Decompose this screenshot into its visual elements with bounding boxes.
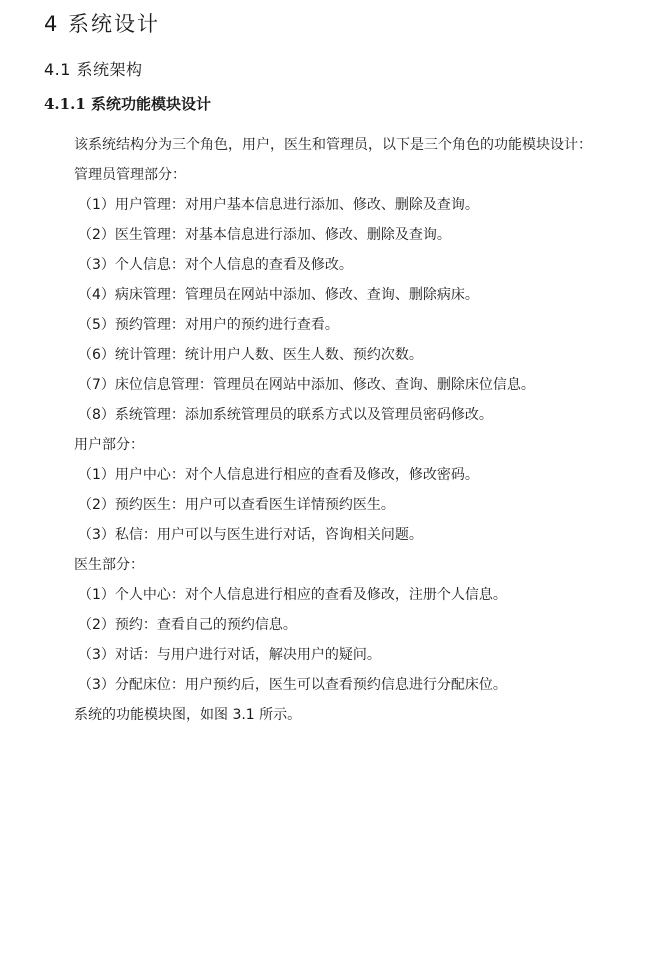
doctor-item: （3）分配床位：用户预约后，医生可以查看预约信息进行分配床位。 — [78, 677, 507, 693]
admin-item: （5）预约管理：对用户的预约进行查看。 — [78, 317, 339, 333]
admin-item: （8）系统管理：添加系统管理员的联系方式以及管理员密码修改。 — [78, 407, 493, 423]
closing-paragraph: 系统的功能模块图，如图 3.1 所示。 — [74, 707, 302, 723]
user-section-title: 用户部分： — [74, 437, 144, 453]
subsection-heading: 4.1.1 系统功能模块设计 — [44, 95, 211, 113]
admin-item: （3）个人信息：对个人信息的查看及修改。 — [78, 257, 353, 273]
user-item: （3）私信：用户可以与医生进行对话，咨询相关问题。 — [78, 527, 423, 543]
admin-item: （1）用户管理：对用户基本信息进行添加、修改、删除及查询。 — [78, 197, 479, 213]
admin-section-title: 管理员管理部分： — [74, 167, 186, 183]
doctor-item: （1）个人中心：对个人信息进行相应的查看及修改，注册个人信息。 — [78, 587, 507, 603]
user-item: （1）用户中心：对个人信息进行相应的查看及修改，修改密码。 — [78, 467, 479, 483]
body-text — [74, 130, 660, 730]
admin-item: （4）病床管理：管理员在网站中添加、修改、查询、删除病床。 — [78, 287, 479, 303]
chapter-heading: 4 系统设计 — [44, 12, 161, 36]
doctor-section-title: 医生部分： — [74, 557, 144, 573]
admin-item: （2）医生管理：对基本信息进行添加、修改、删除及查询。 — [78, 227, 451, 243]
intro-paragraph: 该系统结构分为三个角色，用户，医生和管理员，以下是三个角色的功能模块设计： — [74, 137, 592, 153]
doctor-item: （2）预约：查看自己的预约信息。 — [78, 617, 297, 633]
section-heading: 4.1 系统架构 — [44, 60, 143, 79]
admin-item: （6）统计管理：统计用户人数、医生人数、预约次数。 — [78, 347, 423, 363]
doctor-item: （3）对话：与用户进行对话，解决用户的疑问。 — [78, 647, 381, 663]
user-item: （2）预约医生：用户可以查看医生详情预约医生。 — [78, 497, 395, 513]
admin-item: （7）床位信息管理：管理员在网站中添加、修改、查询、删除床位信息。 — [78, 377, 535, 393]
